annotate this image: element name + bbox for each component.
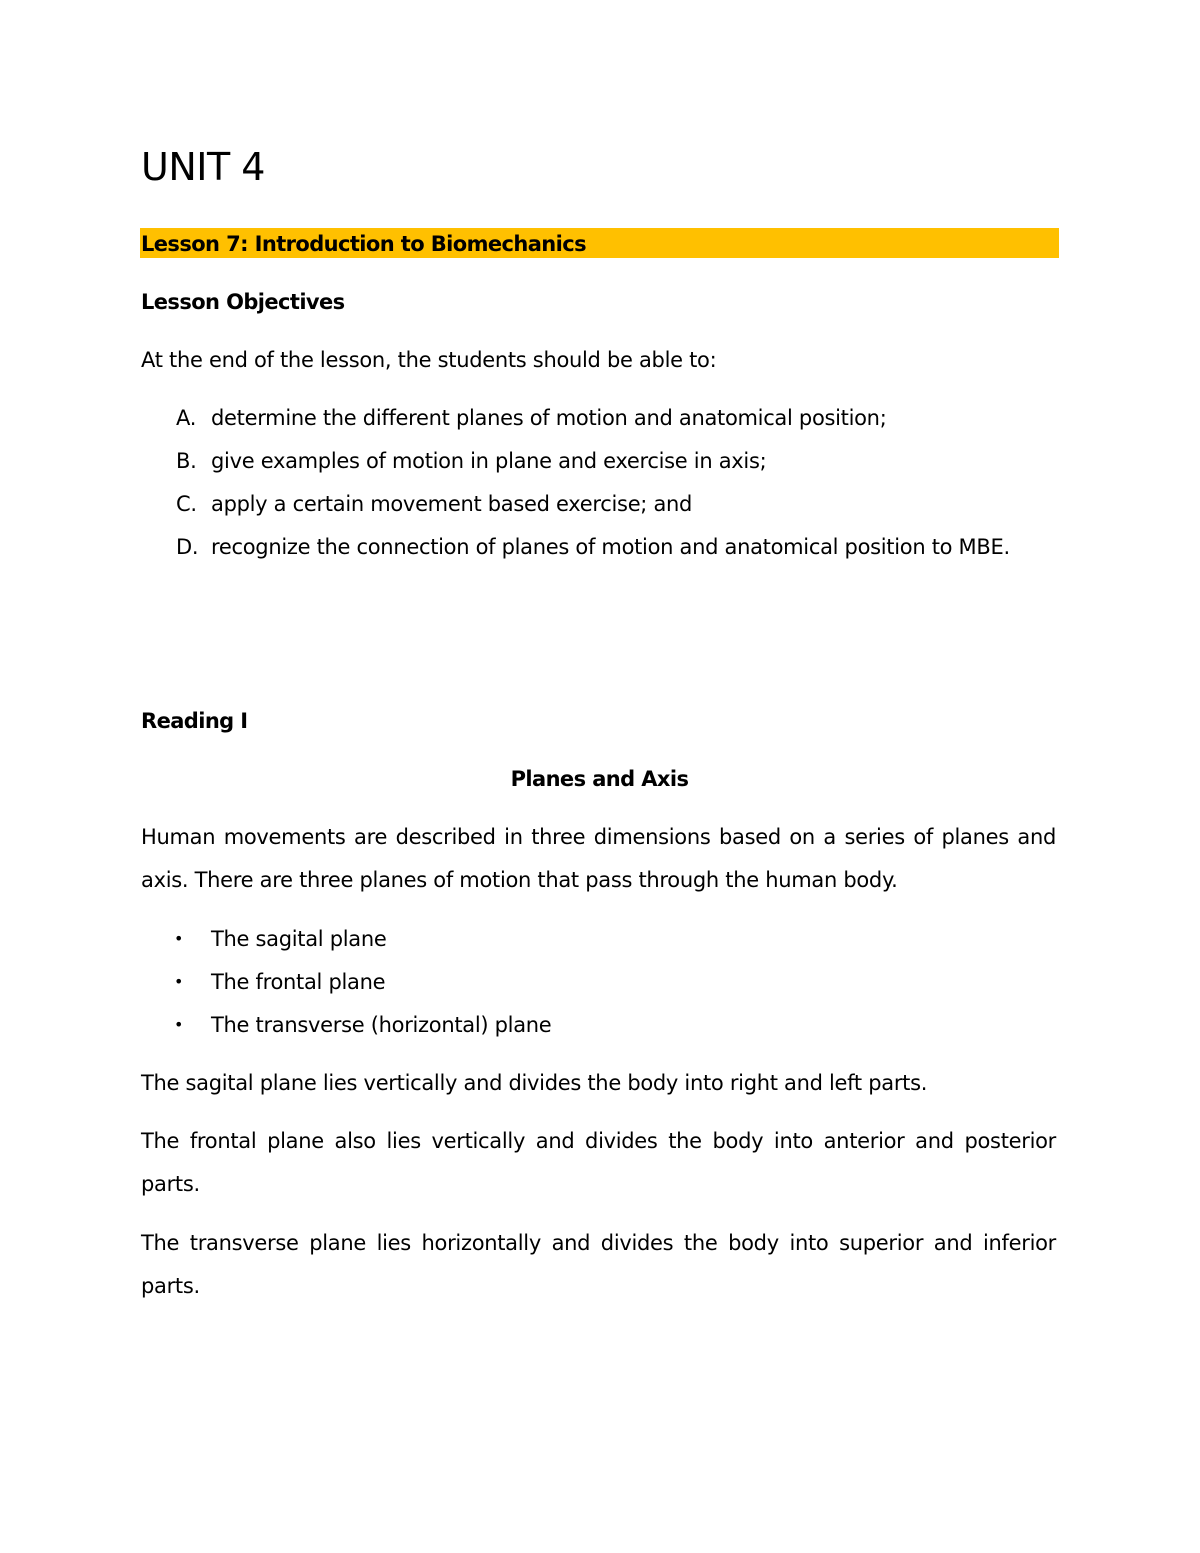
plane-list-item: The transverse (horizontal) plane (211, 1013, 552, 1037)
objective-letter: A. (176, 406, 197, 430)
bullet-icon: • (174, 972, 184, 991)
lesson-title: Lesson 7: Introduction to Biomechanics (141, 232, 586, 256)
objectives-intro: At the end of the lesson, the students should be able to: (141, 348, 717, 372)
sagital-paragraph: The sagital plane lies vertically and divides the body into right and left parts. (141, 1071, 928, 1095)
section-title: Planes and Axis (510, 767, 689, 791)
frontal-paragraph-line: parts. (141, 1172, 200, 1196)
plane-list-item: The sagital plane (211, 927, 387, 951)
reading-intro-line: Human movements are described in three dimensions based on a series of planes and (141, 825, 1056, 849)
plane-list-item: The frontal plane (211, 970, 386, 994)
objective-letter: B. (176, 449, 197, 473)
objective-item: recognize the connection of planes of motion and anatomical position to MBE. (211, 535, 1010, 559)
objective-letter: D. (176, 535, 199, 559)
objective-item: determine the different planes of motion and anatomical position; (211, 406, 887, 430)
unit-title: UNIT 4 (141, 145, 265, 189)
reading-intro-line: axis. There are three planes of motion that pass through the human body. (141, 868, 898, 892)
bullet-icon: • (174, 1015, 184, 1034)
objective-letter: C. (176, 492, 197, 516)
transverse-paragraph-line: The transverse plane lies horizontally and divides the body into superior and inferior (141, 1231, 1056, 1255)
objective-item: give examples of motion in plane and exercise in axis; (211, 449, 767, 473)
transverse-paragraph-line: parts. (141, 1274, 200, 1298)
reading-heading: Reading I (141, 709, 248, 733)
frontal-paragraph-line: The frontal plane also lies vertically and divides the body into anterior and posterior (141, 1129, 1056, 1153)
objective-item: apply a certain movement based exercise; and (211, 492, 693, 516)
objectives-heading: Lesson Objectives (141, 290, 345, 314)
bullet-icon: • (174, 929, 184, 948)
